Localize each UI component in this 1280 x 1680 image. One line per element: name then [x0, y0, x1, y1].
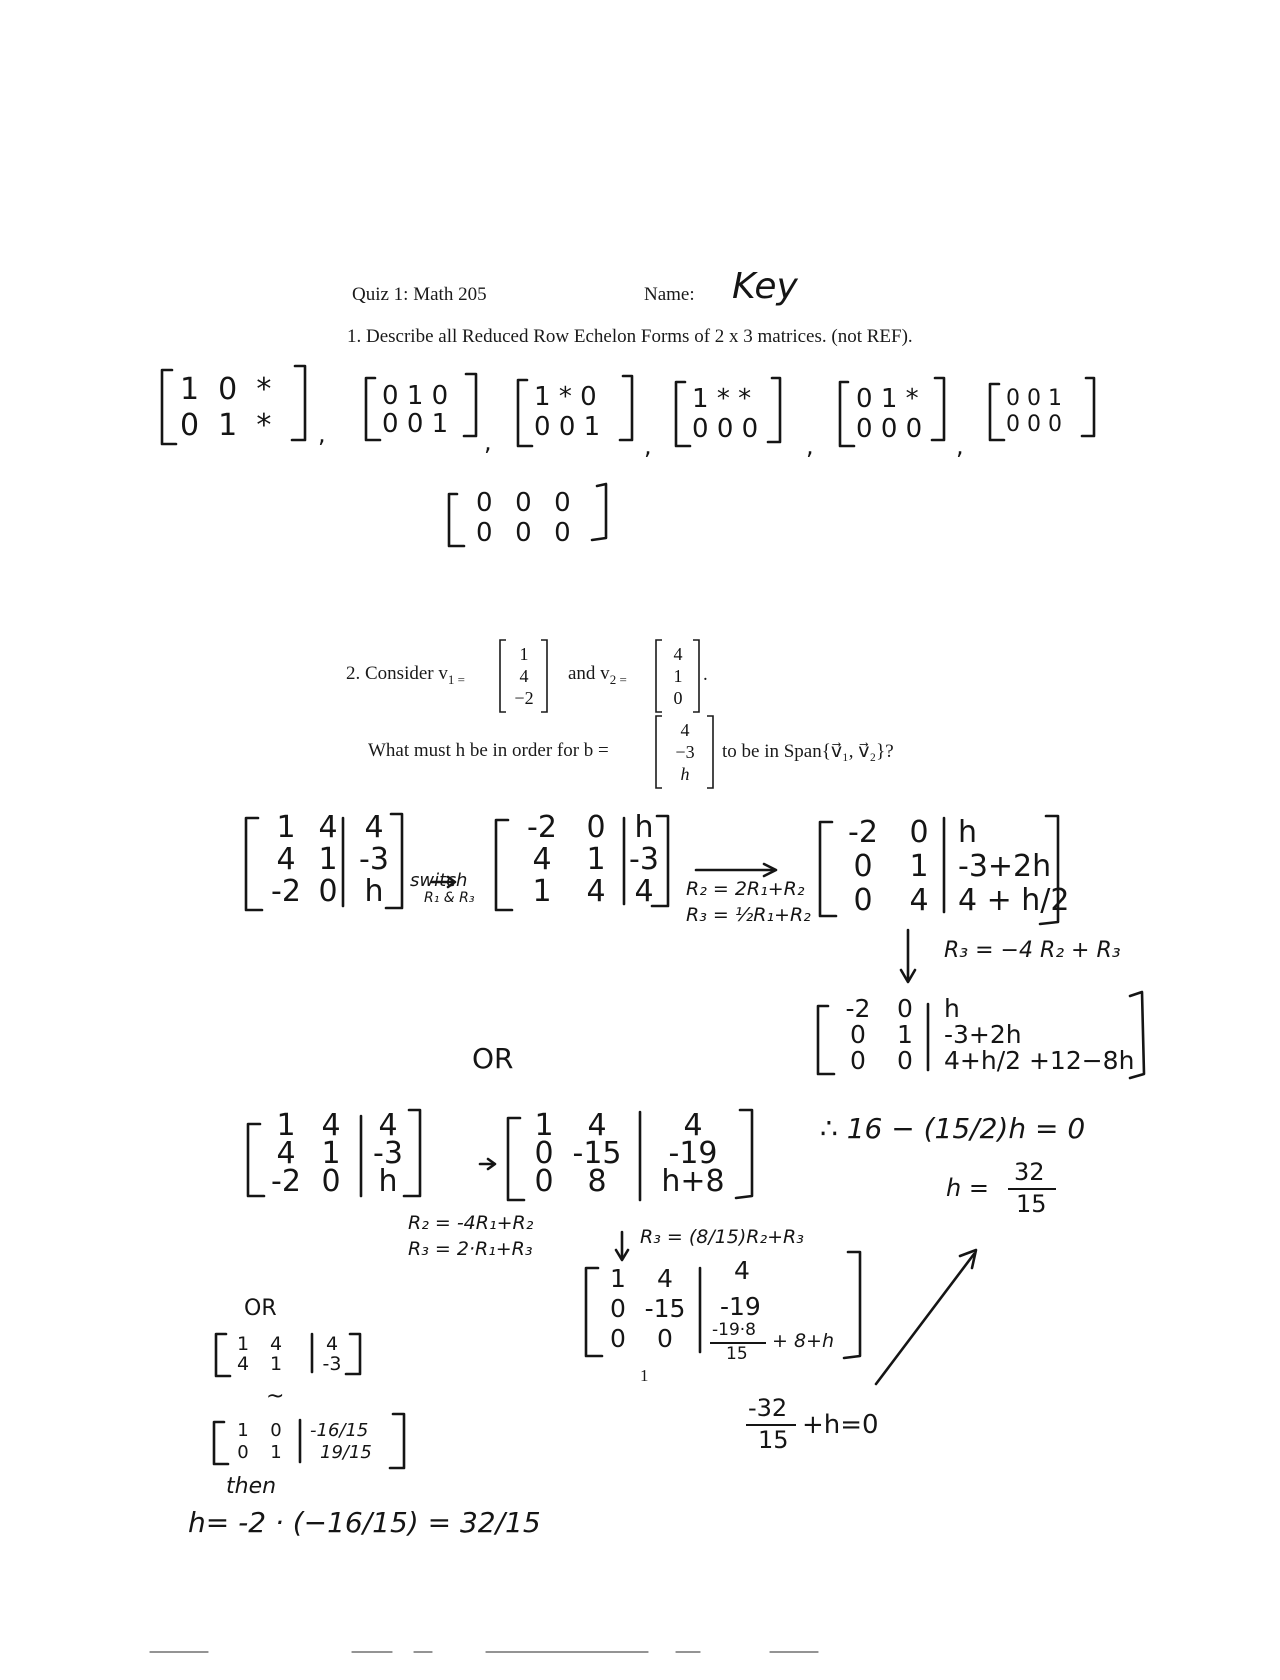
- aug7-rhs-3-den: 15: [726, 1344, 748, 1364]
- augmented-matrix-1: [264, 812, 400, 908]
- or-label-2: OR: [244, 1296, 277, 1321]
- entry: 1: [218, 408, 238, 443]
- augmented-matrix-8: [230, 1334, 350, 1374]
- augmented-matrix-2: [514, 812, 666, 908]
- entry: 1: [237, 1420, 249, 1441]
- question-2-what: What must h be in order for b =: [368, 740, 609, 761]
- entry: *: [256, 372, 272, 407]
- entry: 0: [318, 874, 338, 909]
- entry: 0: [856, 384, 873, 414]
- entry: 0: [558, 412, 576, 442]
- entry: 1: [276, 810, 296, 845]
- aug7-rhs-1: 4: [734, 1256, 750, 1285]
- entry: 0: [1027, 386, 1041, 411]
- v1-entry: −2: [514, 688, 534, 708]
- entry: 0: [580, 382, 597, 412]
- therefore-equation: ∴ 16 − (15/2)h = 0: [820, 1112, 1086, 1145]
- entry: 1: [431, 409, 449, 439]
- span-question: to be in Span{v⃗₁, v⃗₂}?: [722, 741, 894, 762]
- entry: 0: [905, 414, 923, 444]
- entry: 0: [741, 414, 759, 444]
- entry: h: [958, 815, 978, 850]
- h-final-equation: h= -2 · (−16/15) = 32/15: [188, 1506, 541, 1539]
- comma: ,: [318, 420, 326, 448]
- entry: 1: [236, 1333, 250, 1355]
- augmented-matrix-6: [526, 1108, 738, 1199]
- final-eq-den: 15: [758, 1426, 789, 1454]
- entry: 1: [534, 1108, 554, 1143]
- augmented-matrix-5: [266, 1108, 414, 1199]
- entry: 0: [909, 815, 929, 850]
- quiz-title: Quiz 1: Math 205: [352, 284, 487, 305]
- entry: 4: [276, 1136, 296, 1171]
- entry: -2: [527, 810, 557, 845]
- entry: 1: [276, 1108, 296, 1143]
- comma: ,: [484, 428, 492, 456]
- entry: 4: [634, 874, 654, 909]
- entry: -19: [668, 1136, 718, 1171]
- entry: 1: [321, 1136, 341, 1171]
- entry: 0: [1006, 412, 1020, 437]
- entry: -3: [322, 1353, 342, 1375]
- question-2-prompt: [346, 663, 465, 688]
- entry: 1: [586, 842, 606, 877]
- augmented-matrix-4: [834, 996, 1134, 1074]
- entry: 4: [318, 810, 338, 845]
- entry: 0: [554, 488, 573, 518]
- entry: 1: [610, 1264, 626, 1293]
- name-label: Name:: [644, 284, 695, 305]
- entry: 4 + h/2: [958, 883, 1070, 918]
- rref-matrix-7: [476, 488, 573, 548]
- entry: 0: [897, 994, 913, 1023]
- v1-entry: 4: [519, 666, 529, 686]
- entry: 1: [909, 849, 929, 884]
- entry: 0: [856, 414, 873, 444]
- entry: 0: [534, 1164, 554, 1199]
- row-op-1b: R₃ = ½R₁+R₂: [686, 904, 811, 926]
- entry: 0: [853, 849, 873, 884]
- squiggle-arrow-icon: ~: [266, 1384, 285, 1409]
- vector-b: [662, 719, 708, 785]
- vector-v1: [506, 643, 542, 709]
- entry: 19/15: [320, 1442, 372, 1463]
- and-v2-label: [568, 663, 627, 688]
- entry: 8: [587, 1164, 607, 1199]
- period: .: [703, 664, 708, 685]
- entry: 4: [909, 883, 929, 918]
- rref-matrix-1: [180, 372, 271, 444]
- entry: 0: [657, 1324, 673, 1353]
- entry: 0: [610, 1324, 626, 1353]
- entry: 0: [515, 518, 534, 548]
- entry: -16/15: [310, 1420, 369, 1441]
- entry: 0: [382, 409, 399, 439]
- row-op-3a: R₂ = -4R₁+R₂: [408, 1212, 534, 1234]
- entry: *: [905, 384, 919, 414]
- rref-matrix-3: [534, 382, 600, 442]
- entry: 1: [534, 382, 551, 412]
- v2-entry: 4: [673, 644, 683, 664]
- final-eq-num: -32: [748, 1394, 788, 1422]
- h-result-prefix: h =: [946, 1174, 989, 1202]
- entry: -2: [845, 994, 871, 1023]
- entry: 1: [880, 384, 898, 414]
- aug7-rhs-3-tail: + 8+h: [772, 1330, 835, 1352]
- entry: 4: [683, 1108, 703, 1143]
- entry: 4: [276, 842, 296, 877]
- row-op-2: R₃ = −4 R₂ + R₃: [944, 938, 1121, 963]
- b-entry: h: [680, 764, 690, 784]
- entry: -3: [359, 842, 389, 877]
- entry: 0: [534, 412, 551, 442]
- row-op-1a: R₂ = 2R₁+R₂: [686, 878, 805, 900]
- aug7-rhs-2: -19: [720, 1292, 761, 1321]
- entry: h: [364, 874, 384, 909]
- final-eq-tail: +h=0: [802, 1410, 879, 1440]
- prompt-text: 2. Consider v: [346, 663, 448, 684]
- entry: 4+h/2 +12−8h: [944, 1046, 1135, 1075]
- augmented-matrix-3: [836, 816, 1068, 918]
- entry: 0: [853, 883, 873, 918]
- entry: 4: [378, 1108, 398, 1143]
- entry: 4: [587, 1108, 607, 1143]
- entry: 1: [269, 1353, 283, 1375]
- entry: *: [558, 382, 572, 412]
- entry: 0: [1006, 386, 1020, 411]
- entry: h+8: [661, 1164, 725, 1199]
- entry: -3: [373, 1136, 403, 1171]
- entry: -3: [629, 842, 659, 877]
- entry: 1: [532, 874, 552, 909]
- entry: 0: [850, 1020, 866, 1049]
- entry: -2: [271, 874, 301, 909]
- v1-entry: 1: [519, 644, 529, 664]
- entry: 4: [364, 810, 384, 845]
- b-entry: 4: [680, 720, 690, 740]
- entry: 0: [554, 518, 573, 548]
- augmented-matrix-9: [228, 1420, 372, 1464]
- rref-matrix-5: [856, 384, 922, 444]
- rref-matrix-2: [382, 382, 448, 438]
- h-result-num: 32: [1014, 1158, 1045, 1186]
- v2-subscript: 2 =: [609, 671, 627, 687]
- entry: 4: [657, 1264, 673, 1293]
- comma: ,: [956, 432, 964, 460]
- entry: 4: [586, 874, 606, 909]
- entry: 4: [321, 1108, 341, 1143]
- entry: 0: [1027, 412, 1041, 437]
- entry: 0: [431, 381, 449, 411]
- entry: 0: [180, 408, 200, 443]
- entry: 0: [321, 1164, 341, 1199]
- row-op-4: R₃ = (8/15)R₂+R₃: [640, 1226, 804, 1248]
- entry: 0: [1048, 412, 1062, 437]
- or-label-1: OR: [472, 1042, 514, 1075]
- entry: 0: [237, 1442, 249, 1463]
- then-label: then: [226, 1474, 277, 1499]
- entry: 1: [270, 1442, 282, 1463]
- rref-matrix-4: [692, 384, 758, 444]
- entry: h: [944, 994, 960, 1023]
- vector-v2: [662, 643, 694, 709]
- entry: -2: [271, 1164, 301, 1199]
- entry: 0: [406, 409, 424, 439]
- entry: 0: [515, 488, 534, 518]
- entry: -2: [848, 815, 878, 850]
- entry: 4: [532, 842, 552, 877]
- entry: 0: [270, 1420, 282, 1441]
- row-op-3b: R₃ = 2·R₁+R₃: [408, 1238, 533, 1260]
- comma: ,: [644, 432, 652, 460]
- question-1-prompt: 1. Describe all Reduced Row Echelon Forms of 2 x 3 matrices. (not REF).: [347, 326, 913, 347]
- entry: 1: [692, 384, 709, 414]
- entry: 0: [610, 1294, 626, 1323]
- entry: 0: [476, 518, 495, 548]
- entry: 1: [180, 372, 200, 407]
- entry: 0: [692, 414, 709, 444]
- entry: 1: [406, 381, 424, 411]
- entry: -15: [572, 1136, 622, 1171]
- and-text: and v: [568, 663, 610, 684]
- entry: 1: [583, 412, 601, 442]
- name-value: Key: [732, 266, 798, 307]
- entry: -3+2h: [944, 1020, 1022, 1049]
- entry: 0: [716, 414, 734, 444]
- entry: 0: [534, 1136, 554, 1171]
- b-entry: −3: [675, 742, 695, 762]
- v1-subscript: 1 =: [447, 671, 465, 687]
- entry: *: [716, 384, 730, 414]
- entry: -15: [644, 1294, 686, 1323]
- entry: 4: [236, 1353, 250, 1375]
- entry: 0: [382, 381, 399, 411]
- h-result-den: 15: [1016, 1190, 1047, 1218]
- augmented-matrix-7: [600, 1264, 694, 1354]
- entry: 0: [880, 414, 898, 444]
- comma: ,: [806, 432, 814, 460]
- v2-entry: 1: [673, 666, 683, 686]
- entry: 1: [897, 1020, 913, 1049]
- entry: 1: [318, 842, 338, 877]
- rref-matrix-6: [1006, 386, 1062, 438]
- entry: 0: [897, 1046, 913, 1075]
- entry: h: [634, 810, 654, 845]
- entry: h: [378, 1164, 398, 1199]
- switch-note: switch: [410, 870, 468, 891]
- v2-entry: 0: [673, 688, 683, 708]
- entry: 4: [325, 1333, 339, 1355]
- entry: 4: [269, 1333, 283, 1355]
- entry: -3+2h: [958, 849, 1052, 884]
- entry: *: [738, 384, 752, 414]
- entry: 0: [218, 372, 238, 407]
- switch-rows: R₁ & R₃: [424, 890, 475, 906]
- entry: 0: [586, 810, 606, 845]
- entry: 0: [476, 488, 495, 518]
- entry: 1: [1048, 386, 1062, 411]
- entry: *: [256, 408, 272, 443]
- entry: 0: [850, 1046, 866, 1075]
- page-number: 1: [640, 1366, 649, 1385]
- aug7-rhs-3-num: -19·8: [712, 1320, 756, 1340]
